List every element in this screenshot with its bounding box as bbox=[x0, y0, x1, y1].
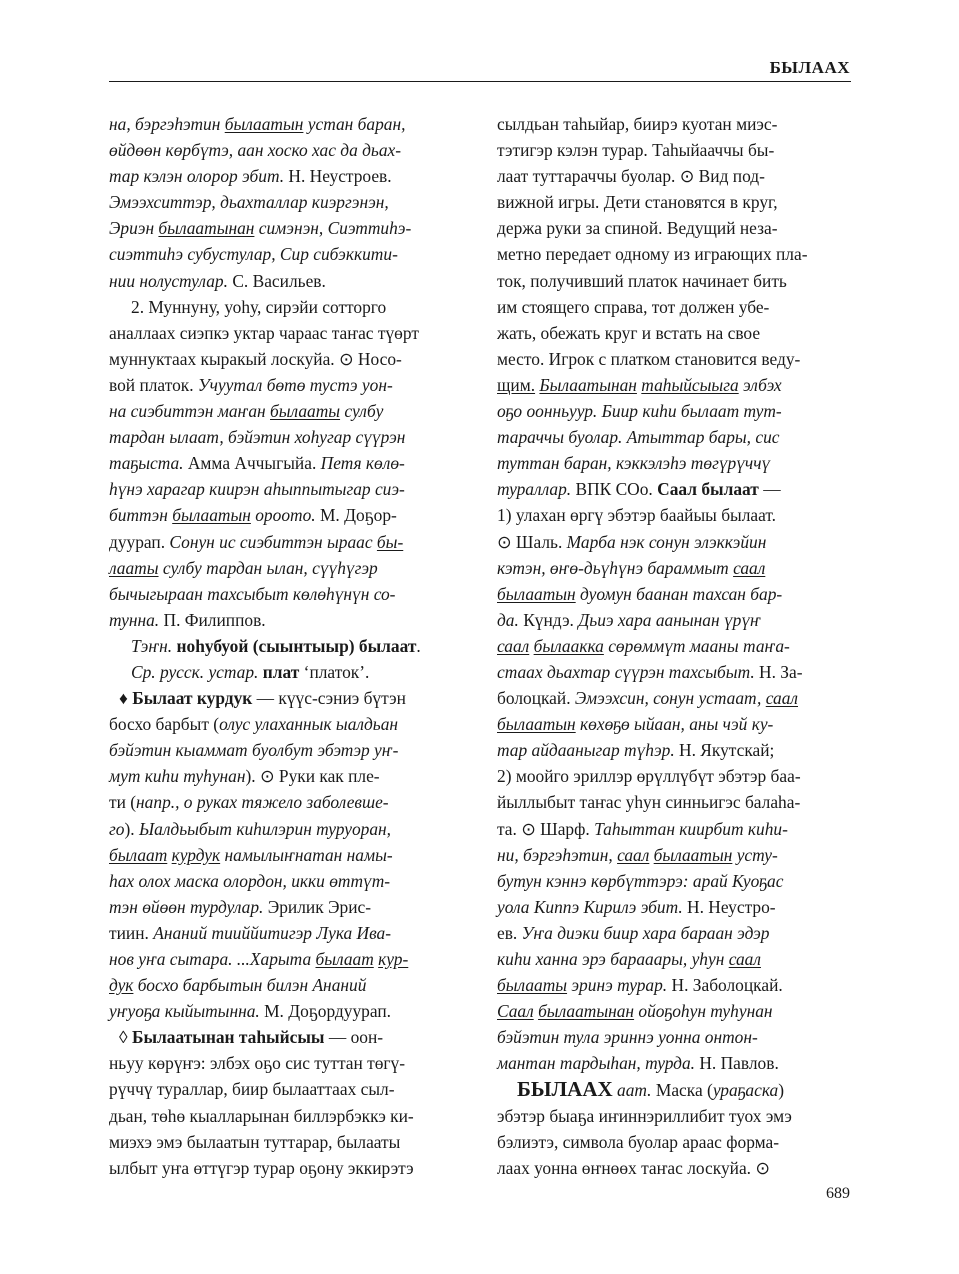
text-line: өйдөөн көрбүтэ, аан хоско хас да дьах- bbox=[109, 140, 402, 161]
underlined-term: саал bbox=[733, 557, 766, 578]
underlined-term: саал bbox=[617, 844, 650, 865]
header-divider bbox=[109, 81, 851, 82]
text-line: тунна. П. Филиппов. bbox=[109, 609, 266, 630]
entry-headword: БЫЛААХ bbox=[517, 1077, 613, 1102]
text-line: бэйэтин кыаммат буолбут эбэтэр уҥ- bbox=[109, 740, 399, 761]
text-line: тураллар. ВПК СОо. Саал былаат — bbox=[497, 479, 781, 500]
text-line: Эриэн былаатынан симэнэн, Сиэттиһэ- bbox=[109, 218, 412, 239]
underlined-term: былаатын bbox=[497, 583, 576, 604]
text-line: былаатын дуомун баанан тахсан бар- bbox=[497, 583, 783, 604]
text-line: дук босхо барбытын билэн Ананий bbox=[109, 975, 367, 996]
text-line: лаат туттараччы буолар. ⊙ Вид под- bbox=[497, 166, 765, 187]
text-line: тиин. Ананий тииййитигэр Лука Ива- bbox=[109, 922, 392, 943]
text-line: мут киһи туһунан). ⊙ Руки как пле- bbox=[109, 766, 380, 787]
underlined-term: саал bbox=[765, 688, 798, 709]
text-line: 1) улахан өргү эбэтэр баайыы былаат. bbox=[497, 505, 777, 526]
text-line: дьан, төһө кыалларынан биллэрбэккэ ки- bbox=[109, 1105, 414, 1126]
text-line: ⊙ Шаль. Марба нэк сонун элэккэйин bbox=[497, 531, 767, 552]
text-line: һүнэ харагар киирэн аһыппытыгар сиэ- bbox=[109, 479, 405, 500]
text-line: лаах уонна өҥнөөх таҥас лоскуйа. ⊙ bbox=[497, 1157, 770, 1178]
text-line: бутун кэннэ көрбүттэрэ: арай Куоҕас bbox=[497, 870, 784, 891]
text-line: да. Күндэ. Дьиэ хара аанынан үрүҥ bbox=[497, 609, 761, 630]
text-line: на сиэбиттэн маҥан былааты сулбу bbox=[109, 401, 384, 422]
text-line: нов уҥа сытара. ...Харыта былаат кур- bbox=[109, 949, 409, 969]
text-line: бэлиэтэ, символа буолар араас форма- bbox=[497, 1131, 780, 1152]
running-header: БЫЛААХ bbox=[769, 58, 850, 77]
underlined-term: саал bbox=[728, 949, 761, 969]
underlined-term: былаатынан bbox=[158, 218, 255, 239]
text-line: держа руки за спиной. Ведущий неза- bbox=[497, 218, 778, 239]
underlined-term: былаат bbox=[315, 949, 374, 969]
text-line: кэтэн, өҥө-дьүһүнэ бараммыт саал bbox=[497, 557, 766, 578]
text-line: уола Киппэ Кирилэ эбит. Н. Неустро- bbox=[497, 896, 776, 917]
text-line: ньуу көрүҥэ: элбэх оҕо сис туттан төгү- bbox=[109, 1053, 406, 1074]
text-line: тар кэлэн олорор эбит. Н. Неустроев. bbox=[109, 166, 392, 187]
text-line: жать, обежать круг и встать на свое bbox=[497, 322, 761, 343]
text-line: оҕо оонньуур. Биир киһи былаат тут- bbox=[497, 401, 782, 422]
text-line: тэн өйөөн турдулар. Эрилик Эрис- bbox=[109, 896, 372, 917]
text-line: вой платок. Учуутал бөтө тустэ уон- bbox=[109, 374, 393, 395]
text-line: былааты эринэ турар. Н. Заболоцкай. bbox=[497, 975, 783, 996]
text-line: тардан ылаат, бэйэтин хоһугар сүүрэн bbox=[109, 427, 406, 448]
underlined-term: былаатын bbox=[497, 714, 576, 735]
text-line: аналлаах сиэпкэ уктар чараас таҥас түөрт bbox=[109, 322, 419, 343]
text-line: 2. Муннуну, уоһу, сирэйи сотторго bbox=[131, 296, 387, 317]
text-line: ев. Уҥа диэки биир хара бараан эдэр bbox=[497, 922, 770, 943]
text-line: дуурап. Сонун ис сиэбиттэн ыраас бы- bbox=[109, 531, 404, 552]
text-line: босхо барбыт (олус улаханнык ыалдьан bbox=[109, 714, 399, 735]
underlined-term: курдук bbox=[171, 844, 221, 865]
text-line: Саал былаатынан ойоҕоһун туһунан bbox=[497, 1001, 773, 1022]
text-line: тар айдааныгар түһэр. Н. Якутскай; bbox=[497, 740, 775, 761]
text-line: эбэтэр быаҕа иҥиннэриллибит туох эмэ bbox=[497, 1105, 792, 1126]
text-line: һах олох маска олордон, икки өттүт- bbox=[109, 870, 391, 891]
text-line: место. Игрок с платком становится веду- bbox=[497, 348, 801, 369]
text-line: бэйэтин тула эриннэ уонна онтон- bbox=[497, 1027, 758, 1048]
right-column bbox=[497, 111, 851, 1181]
text-line: тэтигэр кэлэн турар. Таһыйааччы бы- bbox=[497, 140, 775, 161]
text-line: лааты сулбу тардан ылан, сүүһүгэр bbox=[109, 557, 378, 578]
text-line: саал былаакка сөрөммүт мааны таҥа- bbox=[497, 635, 790, 656]
left-column bbox=[109, 111, 463, 1181]
underlined-term: бы- bbox=[376, 531, 404, 552]
text-line: туттан баран, кэккэлэһэ төгүрүччү bbox=[497, 453, 771, 474]
text-line: на, бэргэһэтин былаатын устан баран, bbox=[109, 114, 406, 134]
phrase-headword: Саал былаат bbox=[652, 479, 759, 500]
underlined-term: былаатын bbox=[224, 114, 304, 134]
text-line: метно передает одному из играющих пла- bbox=[497, 244, 808, 265]
text-line: миэхэ эмэ былаатын туттарар, былааты bbox=[109, 1131, 401, 1152]
text-line: 2) моойго эриллэр өрүллүбүт эбэтэр баа- bbox=[497, 766, 801, 787]
text-line: биттэн былаатын ороото. М. Доҕор- bbox=[109, 505, 397, 526]
text-line: сылдьан таһыйар, биирэ куотан миэс- bbox=[497, 114, 778, 134]
text-line: нии нолустулар. С. Васильев. bbox=[109, 270, 326, 291]
page-number: 689 bbox=[826, 1185, 850, 1202]
text-line: го). Ыалдьыбыт киһилэрин туруоран, bbox=[109, 818, 392, 839]
underlined-term: былааты bbox=[270, 401, 341, 422]
text-line: ти (напр., о руках тяжело заболевше- bbox=[109, 792, 389, 813]
text-line: стаах дьахтар сүүрэн тахсыбыт. Н. За- bbox=[497, 661, 803, 682]
underlined-term: былаакка bbox=[533, 635, 604, 656]
text-line: ◊ Былаатынан таһыйсыы — оон- bbox=[119, 1027, 384, 1048]
underlined-term: лааты bbox=[109, 557, 159, 578]
text-line: тараччы буолар. Атыттар бары, сис bbox=[497, 427, 780, 448]
text-line: ♦ Былаат курдук — күүс-сэниэ бүтэн bbox=[119, 688, 406, 709]
text-line: таҕыста. Амма Аччыгыйа. Петя көлө- bbox=[109, 453, 405, 474]
text-line: болоцкай. Эмээхсин, сонун устаат, саал bbox=[497, 688, 798, 709]
underlined-term: былаатын bbox=[653, 844, 733, 865]
text-line: Ср. русск. устар. плат ‘платок’. bbox=[131, 661, 370, 682]
text-line: муннуктаах кыракый лоскуйа. ⊙ Носо- bbox=[109, 348, 402, 369]
underlined-term: былаатын bbox=[172, 505, 251, 526]
text-line: БЫЛААХ аат. Маска (ураҕаска) bbox=[517, 1077, 785, 1102]
text-line: Эмээхситтэр, дьахталлар киэргэнэн, bbox=[109, 192, 389, 213]
underlined-term: дук bbox=[109, 975, 134, 996]
text-line: ни, бэргэһэтин, саал былаатын усту- bbox=[497, 844, 778, 865]
underlined-term: таһыйсыыга bbox=[641, 374, 739, 395]
text-line: Тэҥн. ноһубуой (сыынтыыр) былаат. bbox=[131, 635, 421, 656]
text-line: вижной игры. Дети становятся в круг, bbox=[497, 192, 778, 213]
citation-author: С. Васильев. bbox=[227, 270, 326, 291]
citation-author: Н. Неустроев. bbox=[284, 166, 392, 187]
underlined-term: былаатынан bbox=[538, 1001, 635, 1022]
text-line: мантан тардыһан, турда. Н. Павлов. bbox=[497, 1053, 779, 1074]
underlined-term: Былаатынан bbox=[539, 374, 637, 395]
text-line: сиэттиһэ субустулар, Сир сибэккити- bbox=[109, 244, 398, 265]
text-line: та. ⊙ Шарф. Таһыттан киирбит киһи- bbox=[497, 818, 788, 839]
underlined-term: былаат bbox=[109, 844, 168, 865]
text-line: киһи ханна эрэ барааары, уһун саал bbox=[497, 949, 761, 969]
text-line: уҥуоҕа кыйытынна. М. Доҕордуурап. bbox=[109, 1001, 392, 1022]
underlined-term: саал bbox=[497, 635, 530, 656]
text-line: былаатын көхөҕө ыйаан, аны чэй ку- bbox=[497, 714, 774, 735]
text-line: ылбыт уҥа өттүгэр турар оҕону эккирэтэ bbox=[109, 1157, 414, 1178]
text-line: йыллыбыт таҥас уһун синньигэс балаһа- bbox=[497, 792, 801, 813]
text-line: былаат курдук намылыҥнатан намы- bbox=[109, 844, 393, 865]
phrase-headword: ◊ Былаатынан таһыйсыы bbox=[119, 1027, 325, 1048]
underlined-term: кур- bbox=[378, 949, 409, 969]
phrase-headword: ♦ Былаат курдук bbox=[119, 688, 253, 709]
underlined-term: Саал bbox=[497, 1001, 534, 1022]
text-line: рүччү тураллар, биир былааттаах сыл- bbox=[109, 1079, 395, 1100]
text-line: ток, получивший платок начинает бить bbox=[497, 270, 787, 291]
underlined-term: былааты bbox=[497, 975, 568, 996]
text-line: им стоящего справа, тот должен убе- bbox=[497, 296, 770, 317]
text-line: щим. Былаатынан таһыйсыыга элбэх bbox=[497, 374, 782, 395]
text-line: бычыгыраан тахсыбыт көлөһүнүн со- bbox=[109, 583, 396, 604]
